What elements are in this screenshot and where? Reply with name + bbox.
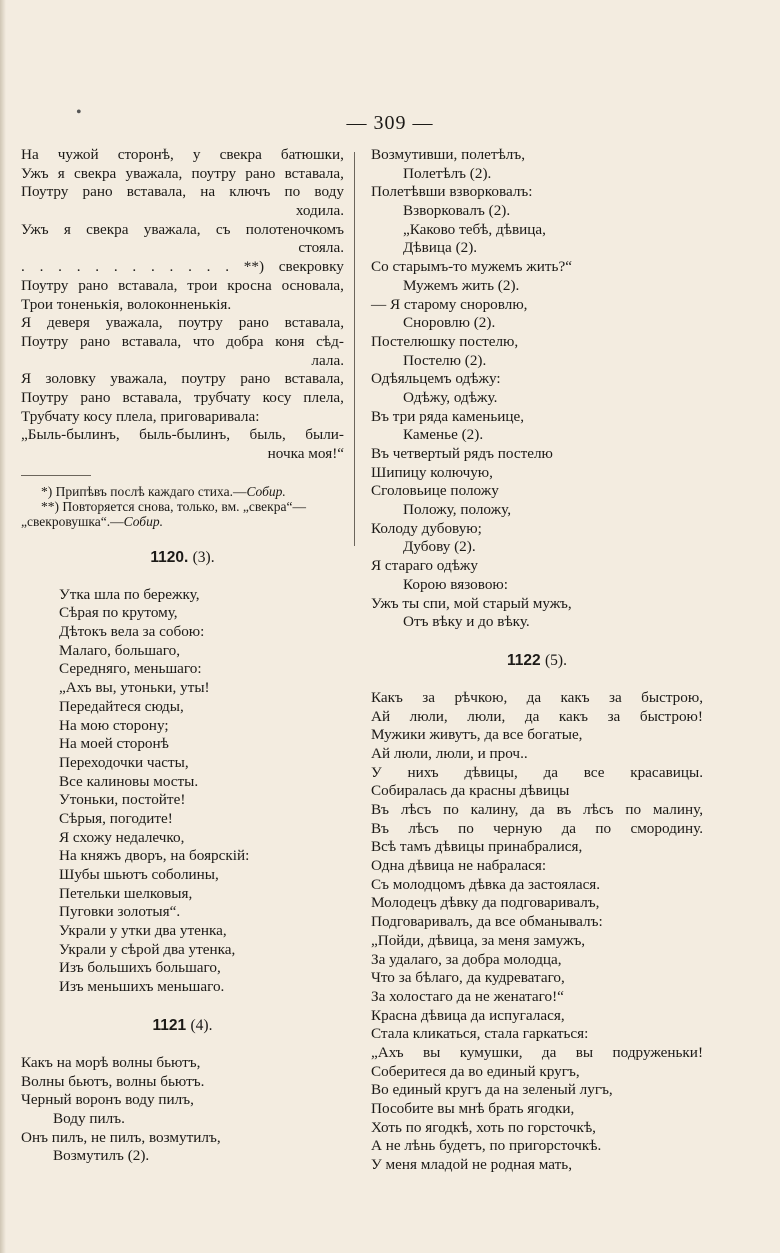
verse-line: Хоть по ягодкѣ, хоть по горсточкѣ, [371, 1118, 596, 1136]
verse-line: Мужемъ жить (2). [403, 276, 520, 294]
song-number: 1120. [150, 548, 189, 566]
verse-line: „Пойди, дѣвица, за меня замужъ, [371, 931, 586, 949]
song-count: (5). [545, 651, 567, 669]
verse-line: стояла. [298, 239, 344, 257]
page-edge [0, 0, 6, 1253]
page-number: — 309 — [346, 112, 434, 134]
verse-line: Молодецъ дѣвку да подговаривалъ, [371, 894, 600, 912]
verse-line: Украли у сѣрой два утенка, [59, 940, 236, 958]
verse-line: Соберитеся да во единый кругъ, [371, 1062, 580, 1080]
song-count: (3). [192, 548, 215, 566]
song-1121 [21, 1054, 344, 1166]
verse-line: На мою сторону; [59, 716, 169, 734]
verse-line: Ужъ я свекра уважала, поутру рано вставала, [21, 164, 344, 182]
verse-line: Утка шла по бережку, [59, 585, 200, 603]
song-1120-heading [21, 549, 344, 567]
verse-line: На княжъ дворъ, на боярскій: [59, 847, 250, 865]
verse-line: лала. [311, 351, 344, 369]
verse-line: Петельки шелковыя, [59, 884, 193, 902]
right-column [371, 146, 703, 1175]
verse-line: „Ахъ вы кумушки, да вы подруженьки! [371, 1043, 703, 1061]
verse-line: Дубову (2). [403, 538, 476, 556]
verse-line: Полетѣлъ (2). [403, 164, 492, 182]
verse-line: Волны бьютъ, волны бьютъ. [21, 1072, 205, 1090]
verse-line: Ужъ я свекра уважала, съ полотеночкомъ [21, 220, 344, 238]
verse-line: — Я старому сноровлю, [371, 295, 528, 313]
verse-line: За удалаго, за добра молодца, [371, 950, 562, 968]
verse-line: Шипицу колючую, [371, 463, 493, 481]
verse-line: Я деверя уважала, поутру рано вставала, [21, 314, 344, 332]
verse-line: Пуговки золотыя“. [59, 903, 181, 921]
verse-line: За холостаго да не женатаго!“ [371, 987, 564, 1005]
verse-line: Мужики живутъ, да все богатые, [371, 726, 583, 744]
verse-line: Пособите вы мнѣ брать ягодки, [371, 1100, 575, 1117]
verse-line: . . . . . . . . . . . . **) свекровку [21, 258, 344, 276]
verse-line: Каменье (2). [403, 426, 484, 444]
verse-line: Передайтеся сюды, [59, 697, 184, 715]
verse-line: Изъ меньшихъ меньшаго. [59, 978, 225, 996]
verse-line: Колоду дубовую; [371, 519, 482, 537]
verse-line: Шубы шьютъ соболины, [59, 866, 219, 883]
margin-dot: • [76, 104, 82, 121]
verse-line: Стала кликаться, стала гаркаться: [371, 1025, 589, 1043]
verse-line: Я стараго одѣжу [371, 557, 479, 575]
verse-line: Ай люли, люли, да какъ за быстрою! [371, 707, 703, 725]
footnote: „свекровушка“.—Собир. [21, 513, 163, 529]
verse-line: Во единый кругъ да на зеленый лугъ, [371, 1081, 613, 1099]
verse-line: Дѣтокъ вела за собою: [59, 623, 205, 641]
verse-line: На чужой сторонѣ, у свекра батюшки, [21, 146, 344, 163]
song-number: 1121 [152, 1016, 187, 1034]
verse-line: Сѣрыя, погодите! [59, 809, 173, 827]
verse-line: Въ лѣсъ по калину, да въ лѣсъ по малину, [371, 801, 703, 818]
verse-line: Возмутилъ (2). [53, 1147, 150, 1165]
verse-line: У нихъ дѣвицы, да все красавицы. [371, 763, 703, 781]
verse-line: Возмутивши, полетѣлъ, [371, 146, 526, 163]
verse-line: Что за бѣлаго, да кудреватаго, [371, 969, 565, 987]
verse-line: Взворковалъ (2). [403, 202, 511, 220]
verse-line: Одѣяльцемъ одѣжу: [371, 370, 501, 388]
song-count: (4). [190, 1016, 213, 1034]
verse-line: Полетѣвши взворковалъ: [371, 183, 533, 201]
song-1122-heading [371, 652, 703, 670]
song-1120 [21, 586, 344, 997]
verse-line: Одѣжу, одѣжу. [403, 388, 498, 406]
verse-line: Какъ за рѣчкою, да какъ за быстрою, [371, 688, 703, 706]
column-divider [354, 152, 355, 546]
verse-line: Сноровлю (2). [403, 314, 496, 332]
verse-line: Трубчату косу плела, приговаривала: [21, 407, 260, 425]
footnotes [21, 484, 344, 529]
verse-line: Постелю (2). [403, 351, 487, 369]
song-number: 1122 [507, 651, 541, 669]
song-1121-continued [371, 146, 703, 632]
song-1122 [371, 689, 703, 1175]
verse-line: Утоньки, постойте! [59, 791, 186, 809]
verse-line: Я золовку уважала, поутру рано вставала, [21, 370, 344, 388]
verse-line: А не лѣнь будетъ, по пригорсточкѣ. [371, 1137, 602, 1155]
verse-line: У меня младой не родная мать, [371, 1156, 572, 1174]
verse-line: Собиралась да красны дѣвицы [371, 782, 570, 800]
verse-line: Сголовьице положу [371, 482, 499, 500]
verse-line: Онъ пилъ, не пилъ, возмутилъ, [21, 1128, 221, 1146]
footnote: *) Припѣвъ послѣ каждаго стиха.—Собир. [41, 483, 286, 499]
verse-line: На моей сторонѣ [59, 735, 169, 753]
verse-line: ночка моя!“ [267, 445, 344, 462]
verse-line: Украли у утки два утенка, [59, 922, 227, 940]
verse-line: Трои тоненькія, волоконненькія. [21, 295, 232, 313]
verse-line: ходила. [295, 202, 344, 220]
verse-line: Какъ на морѣ волны бьютъ, [21, 1053, 201, 1071]
verse-line: Постелюшку постелю, [371, 332, 519, 350]
left-column [21, 146, 344, 1166]
verse-line: Въ три ряда каменьице, [371, 407, 525, 425]
verse-line: Въ лѣсъ по черную да по смородину. [371, 819, 703, 837]
verse-line: Поутру рано вставала, трои кросна основала, [21, 276, 344, 294]
verse-line: Воду пилъ. [53, 1109, 125, 1127]
footnote-rule [21, 475, 91, 476]
verse-line: „Ахъ вы, утоньки, уты! [59, 679, 210, 697]
verse-line: Поутру рано вставала, трубчату косу плела, [21, 388, 344, 406]
verse-line: Корою вязовою: [403, 575, 508, 593]
verse-line: Положу, положу, [403, 501, 511, 519]
verse-line: Ужъ ты спи, мой старый мужъ, [371, 594, 572, 612]
verse-line: Со старымъ-то мужемъ жить?“ [371, 258, 572, 276]
verse-line: Одна дѣвица не набралася: [371, 857, 547, 875]
verse-line: Переходочки часты, [59, 753, 189, 771]
verse-line: „Быль-былинъ, быль-былинъ, быль, были- [21, 426, 344, 444]
stanza-1119-end [21, 146, 344, 464]
verse-line: Дѣвица (2). [403, 239, 478, 257]
verse-line: Въ четвертый рядъ постелю [371, 445, 553, 462]
verse-line: Малаго, большаго, [59, 641, 181, 659]
verse-line: Середняго, меньшаго: [59, 660, 202, 678]
verse-line: Я схожу недалечко, [59, 828, 185, 846]
verse-line: Ай люли, люли, и проч.. [371, 744, 528, 762]
verse-line: Все калиновы мосты. [59, 772, 199, 790]
verse-line: „Каково тебѣ, дѣвица, [403, 220, 546, 238]
verse-line: Поутру рано вставала, что добра коня сѣд- [21, 332, 344, 350]
song-1121-heading [21, 1017, 344, 1035]
verse-line: Поутру рано вставала, на ключъ по воду [21, 183, 344, 201]
footnote: **) Повторяется снова, только, вм. „свекра“— [41, 498, 306, 514]
verse-line: Отъ вѣку и до вѣку. [403, 613, 530, 631]
verse-line: Красна дѣвица да испугалася, [371, 1006, 565, 1024]
verse-line: Всѣ тамъ дѣвицы принабралися, [371, 838, 583, 856]
verse-line: Подговаривалъ, да все обманывалъ: [371, 913, 603, 931]
verse-line: Съ молодцомъ дѣвка да застоялася. [371, 875, 601, 893]
verse-line: Изъ большихъ большаго, [59, 959, 221, 977]
verse-line: Сѣрая по крутому, [59, 604, 178, 622]
verse-line: Черный воронъ воду пилъ, [21, 1091, 194, 1109]
